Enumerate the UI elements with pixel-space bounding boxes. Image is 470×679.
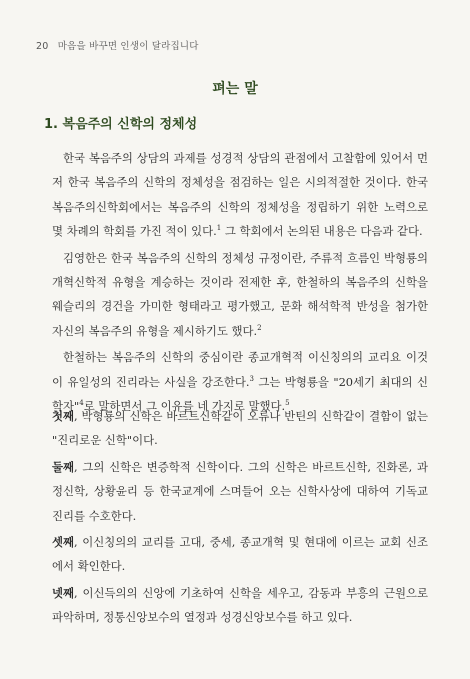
body-paragraphs: [52, 146, 428, 418]
section-heading: 1. 복음주의 신학의 정체성: [44, 117, 198, 132]
list-item-lead: 첫째: [52, 409, 75, 423]
chapter-title: 펴는 말: [212, 81, 258, 97]
list-item: 셋째, 이신칭의의 교리를 고대, 중세, 종교개혁 및 현대에 이르는 교회 신조에서 확인한다.: [52, 535, 428, 574]
paragraph: 한철하는 복음주의 신학의 중심이란 종교개혁적 이신칭의의 교리요 이것이 유일성의 진리라는 사실을 강조한다.$^3$ 그는 박형룡을 "20세기 최대의 신학자"$^4$로 말하면서 그 이유를 네 가지로 말했다.$^5$: [52, 350, 428, 414]
list-item: 둘째, 그의 신학은 변증학적 신학이다. 그의 신학은 바르트신학, 진화론, 과정신학, 상황윤리 등 한국교계에 스며들어 오는 신학사상에 대하여 기독교 진리를 수호한다.: [52, 459, 428, 523]
footnote-ref: 5: [285, 399, 290, 408]
paragraph: 김영한은 한국 복음주의 신학의 정체성 규정이란, 주류적 흐름인 박형룡의 개혁신학적 유형을 계승하는 것이라 전제한 후, 한철하의 복음주의 신학을 웨슬리의 경건을 가미한 형태라고 평가했고, 문화 해석학적 반성을 첨가한 자신의 복음주의 유형을 제시하기도 했다.$^2$: [52, 250, 428, 338]
list-item-lead: 둘째: [52, 459, 75, 474]
list-item: 첫째, 박형룡의 신학은 바르트신학같이 오류나 반틴의 신학같이 결함이 없는 "진리로운 신학"이다.: [52, 409, 428, 448]
book-title: 마음을 바꾸면 인생이 달라집니다: [57, 41, 199, 52]
paragraph: 한국 복음주의 상담의 과제를 성경적 상담의 관점에서 고찰함에 있어서 먼저 한국 복음주의 신학의 정체성을 점검하는 일은 시의적절한 것이다. 한국복음주의신학회에서는 복음주의 신학의 정체성을 정립하기 위한 노력으로 몇 차례의 학회를 가진 적이 있다.$^1$ 그 학회에서 논의된 내용은 다음과 같다.: [52, 151, 428, 239]
list-item: 넷째, 이신득의의 신앙에 기초하여 신학을 세우고, 감동과 부흥의 근원으로 파악하며, 정통신앙보수의 열정과 성경신앙보수를 하고 있다.: [52, 585, 428, 625]
list-item-lead: 셋째: [52, 535, 75, 550]
footnote-ref: 4: [79, 399, 84, 408]
page-number: 20: [36, 41, 49, 52]
footnote-ref: 2: [257, 324, 262, 333]
running-header: [36, 38, 199, 52]
footnote-ref: 3: [249, 374, 254, 383]
footnote-ref: 1: [216, 224, 222, 233]
list-item-lead: 넷째: [52, 585, 75, 600]
reasons-list: [52, 404, 428, 630]
